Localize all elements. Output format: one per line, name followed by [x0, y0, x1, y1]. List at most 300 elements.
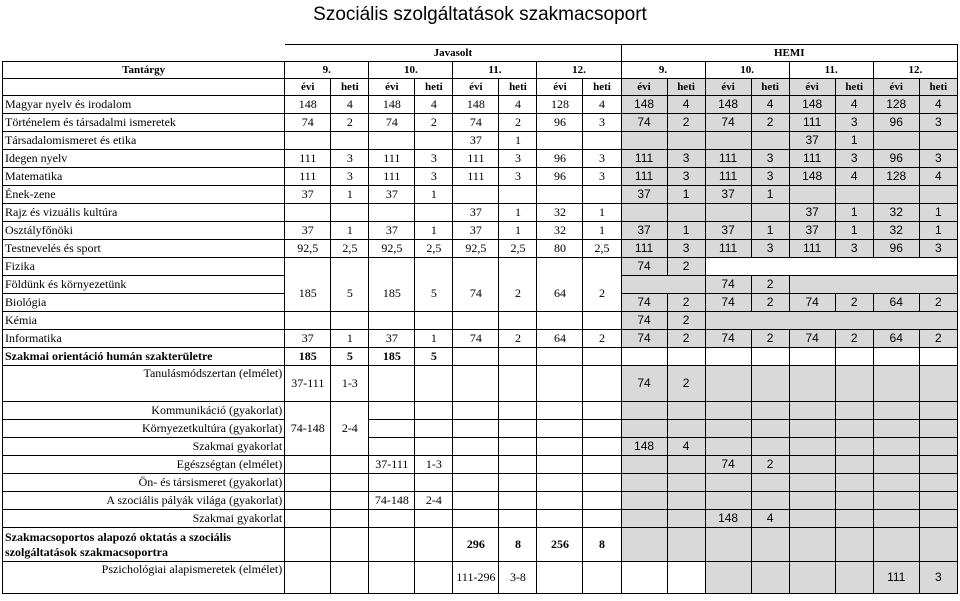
empty-cell	[499, 492, 537, 510]
hemi-evi-value: 74	[621, 312, 667, 330]
heti-value	[583, 132, 621, 150]
hemi-evi-value: 111	[705, 150, 751, 168]
header-grade: 10.	[705, 62, 789, 79]
hemi-evi-value: 32	[873, 222, 919, 240]
hemi-evi-value: 37	[621, 186, 667, 204]
evi-value: 185	[285, 348, 331, 366]
hemi-heti-value: 1	[835, 222, 873, 240]
header-evi: évi	[369, 79, 415, 96]
empty-cell	[789, 402, 835, 420]
hemi-evi-value: 37	[789, 132, 835, 150]
heti-value: 3	[331, 168, 369, 186]
empty-cell	[537, 456, 583, 474]
evi-value: 111	[453, 150, 499, 168]
hemi-evi-value	[621, 132, 667, 150]
heti-value: 1	[583, 204, 621, 222]
heti-value: 4	[415, 96, 453, 114]
empty-cell	[499, 348, 537, 366]
heti-value	[415, 474, 453, 492]
hemi-heti-value: 3	[919, 240, 957, 258]
hemi-heti-value: 3	[667, 150, 705, 168]
table-row	[3, 150, 958, 168]
evi-value	[369, 204, 415, 222]
hemi-heti-value: 2	[751, 276, 789, 294]
heti-value: 4	[331, 96, 369, 114]
empty-cell	[621, 456, 667, 474]
hemi-heti-value: 1	[835, 204, 873, 222]
hemi-evi-value: 96	[873, 150, 919, 168]
empty-cell	[537, 312, 583, 330]
empty-cell	[499, 402, 537, 420]
hemi-heti-value: 3	[667, 240, 705, 258]
hemi-heti-value	[751, 132, 789, 150]
empty-cell	[705, 562, 751, 594]
subject-label: Fizika	[3, 258, 285, 276]
evi-value: 148	[285, 96, 331, 114]
evi-value: 111	[285, 168, 331, 186]
hemi-evi-value: 111	[705, 168, 751, 186]
hemi-evi-value: 111	[789, 240, 835, 258]
subject-label: Szakmacsoportos alapozó oktatás a szociális szolgáltatások szakmacsoportra	[3, 528, 285, 562]
evi-value: 111	[453, 168, 499, 186]
hemi-heti-value: 2	[835, 330, 873, 348]
hemi-heti-value: 2	[667, 114, 705, 132]
header-heti: heti	[835, 79, 873, 96]
hemi-heti-value	[667, 204, 705, 222]
empty-cell	[919, 510, 957, 528]
empty-cell	[285, 456, 331, 474]
empty-cell	[415, 420, 453, 438]
hemi-heti-value: 1	[919, 222, 957, 240]
hemi-evi-value	[789, 186, 835, 204]
hemi-evi-value: 74	[705, 294, 751, 312]
hemi-heti-value	[751, 204, 789, 222]
empty-cell	[789, 438, 835, 456]
hemi-heti-value: 2	[919, 294, 957, 312]
empty-cell	[499, 366, 537, 402]
evi-value: 128	[537, 96, 583, 114]
empty-cell	[835, 492, 873, 510]
hemi-evi-value: 111	[705, 240, 751, 258]
hemi-heti-value: 3	[919, 114, 957, 132]
hemi-evi-value	[705, 204, 751, 222]
heti-value: 5	[415, 276, 453, 312]
evi-value: 64	[537, 276, 583, 312]
empty-cell	[621, 348, 667, 366]
hemi-heti-value	[919, 186, 957, 204]
empty-cell	[667, 510, 705, 528]
heti-value: 1	[499, 132, 537, 150]
empty-cell	[583, 420, 621, 438]
hemi-evi-value: 74	[705, 456, 751, 474]
empty-cell	[705, 438, 751, 456]
heti-value: 3	[415, 150, 453, 168]
empty-cell	[789, 366, 835, 402]
empty-cell	[919, 438, 957, 456]
empty-cell	[705, 492, 751, 510]
empty-cell	[705, 402, 751, 420]
empty-cell	[621, 276, 705, 294]
empty-cell	[453, 312, 499, 330]
heti-value: 2	[499, 276, 537, 312]
empty-cell	[453, 420, 499, 438]
table-row	[3, 96, 958, 114]
empty-cell	[873, 474, 919, 492]
table-row	[3, 258, 958, 276]
empty-cell	[369, 420, 415, 438]
empty-cell	[537, 438, 583, 456]
empty-cell	[369, 528, 415, 562]
evi-value: 74	[453, 276, 499, 312]
empty-cell	[751, 528, 789, 562]
evi-value	[537, 132, 583, 150]
empty-cell	[453, 366, 499, 402]
empty-cell	[537, 366, 583, 402]
empty-cell	[453, 402, 499, 420]
empty-cell	[415, 258, 453, 276]
empty-cell	[705, 528, 751, 562]
header-evi: évi	[705, 79, 751, 96]
table-row	[3, 348, 958, 366]
empty-cell	[453, 492, 499, 510]
empty-cell	[705, 420, 751, 438]
hemi-evi-value: 111	[789, 150, 835, 168]
hemi-heti-value: 3	[751, 168, 789, 186]
evi-value: 37	[453, 132, 499, 150]
empty-cell	[667, 402, 705, 420]
evi-value	[285, 132, 331, 150]
header-heti: heti	[331, 79, 369, 96]
header-tantargy: Tantárgy	[3, 62, 285, 79]
empty-cell	[835, 456, 873, 474]
empty-cell	[751, 402, 789, 420]
header-evi: évi	[537, 79, 583, 96]
hemi-heti-value: 2	[667, 258, 705, 276]
hemi-heti-value: 4	[751, 510, 789, 528]
evi-value: 185	[285, 276, 331, 312]
hemi-evi-value: 128	[873, 168, 919, 186]
heti-value: 1	[499, 222, 537, 240]
subject-label: Kémia	[3, 312, 285, 330]
empty-cell	[285, 312, 331, 330]
subject-label: Ének-zene	[3, 186, 285, 204]
evi-value: 92,5	[369, 240, 415, 258]
heti-value: 1	[331, 186, 369, 204]
empty-cell	[667, 492, 705, 510]
header-evi: évi	[285, 79, 331, 96]
hemi-evi-value	[873, 186, 919, 204]
heti-value: 2,5	[499, 240, 537, 258]
empty-cell	[873, 510, 919, 528]
empty-cell	[751, 348, 789, 366]
empty-cell	[621, 528, 667, 562]
empty-cell	[415, 438, 453, 456]
empty-cell	[789, 492, 835, 510]
empty-cell	[873, 402, 919, 420]
empty-cell	[583, 366, 621, 402]
empty-cell	[369, 438, 415, 456]
empty-cell	[789, 528, 835, 562]
subject-label: Osztályfőnöki	[3, 222, 285, 240]
heti-value: 2	[331, 114, 369, 132]
empty-cell	[667, 562, 705, 594]
hemi-heti-value: 4	[751, 96, 789, 114]
subject-label: Földünk és környezetünk	[3, 276, 285, 294]
hemi-heti-value: 2	[667, 294, 705, 312]
empty-cell	[415, 366, 453, 402]
subject-label: Egészségtan (elmélet)	[3, 456, 285, 474]
hemi-heti-value	[919, 132, 957, 150]
empty-cell	[331, 474, 369, 492]
table-row	[3, 510, 958, 528]
empty-cell	[285, 492, 331, 510]
empty-cell	[331, 562, 369, 594]
empty-cell	[415, 528, 453, 562]
evi-value: 64	[537, 330, 583, 348]
evi-value: 37	[369, 222, 415, 240]
empty-cell	[919, 420, 957, 438]
heti-value: 2	[583, 330, 621, 348]
empty-cell	[873, 492, 919, 510]
hemi-evi-value: 74	[705, 330, 751, 348]
empty-cell	[667, 456, 705, 474]
empty-cell	[835, 420, 873, 438]
empty-cell	[499, 456, 537, 474]
hemi-evi-value: 111	[873, 562, 919, 594]
table-row	[3, 456, 958, 474]
evi-value: 111	[285, 150, 331, 168]
subject-label: Szakmai gyakorlat	[3, 438, 285, 456]
hemi-evi-value: 37	[705, 222, 751, 240]
heti-value: 2	[583, 276, 621, 312]
hemi-evi-value: 148	[621, 96, 667, 114]
evi-value: 37	[285, 222, 331, 240]
header-heti: heti	[583, 79, 621, 96]
empty-cell	[789, 420, 835, 438]
hemi-evi-value: 74	[705, 276, 751, 294]
heti-value: 5	[415, 348, 453, 366]
empty-cell	[583, 562, 621, 594]
hemi-heti-value: 2	[919, 330, 957, 348]
heti-value: 2,5	[415, 240, 453, 258]
evi-value: 185	[369, 348, 415, 366]
header-evi: évi	[453, 79, 499, 96]
hemi-heti-value: 4	[835, 168, 873, 186]
hemi-heti-value: 3	[835, 240, 873, 258]
empty-cell	[537, 492, 583, 510]
evi-value: 256	[537, 528, 583, 562]
empty-cell	[537, 562, 583, 594]
table-row	[3, 474, 958, 492]
empty-cell	[835, 348, 873, 366]
hemi-evi-value: 37	[705, 186, 751, 204]
heti-value	[415, 132, 453, 150]
empty-cell	[583, 348, 621, 366]
empty-cell	[835, 474, 873, 492]
table-row	[3, 114, 958, 132]
table-row	[3, 528, 958, 562]
empty-cell	[873, 366, 919, 402]
hemi-evi-value: 74	[789, 294, 835, 312]
evi-value: 185	[369, 276, 415, 312]
empty-cell	[667, 474, 705, 492]
empty-cell	[751, 438, 789, 456]
empty-cell	[621, 510, 667, 528]
hemi-heti-value: 2	[751, 294, 789, 312]
empty-cell	[835, 562, 873, 594]
empty-cell	[285, 474, 331, 492]
hemi-heti-value: 2	[751, 330, 789, 348]
empty-cell	[583, 474, 621, 492]
heti-value: 3	[415, 168, 453, 186]
hemi-heti-value: 4	[919, 96, 957, 114]
subject-label: Történelem és társadalmi ismeretek	[3, 114, 285, 132]
table-row	[3, 240, 958, 258]
hemi-evi-value: 148	[705, 96, 751, 114]
table-row	[3, 492, 958, 510]
empty-cell	[285, 562, 331, 594]
subject-label: Környezetkultúra (gyakorlat)	[3, 420, 285, 438]
table-row	[3, 186, 958, 204]
evi-value: 37	[453, 222, 499, 240]
empty-cell	[583, 510, 621, 528]
empty-cell	[705, 258, 957, 276]
subject-label: A szociális pályák világa (gyakorlat)	[3, 492, 285, 510]
heti-value: 3	[583, 168, 621, 186]
empty-cell	[369, 258, 415, 276]
empty-cell	[537, 510, 583, 528]
subject-label: Tanulásmódszertan (elmélet)	[3, 366, 285, 402]
evi-value: 32	[537, 222, 583, 240]
evi-value: 96	[537, 150, 583, 168]
empty-cell	[331, 258, 369, 276]
evi-value	[453, 186, 499, 204]
empty-cell	[537, 402, 583, 420]
empty-cell	[285, 258, 331, 276]
empty-cell	[835, 438, 873, 456]
table-row	[3, 438, 958, 456]
hemi-evi-value: 128	[873, 96, 919, 114]
hemi-heti-value: 3	[835, 114, 873, 132]
hemi-heti-value: 3	[919, 562, 957, 594]
hemi-evi-value: 37	[621, 222, 667, 240]
heti-value: 3-8	[499, 562, 537, 594]
hemi-evi-value: 111	[621, 240, 667, 258]
header-heti: heti	[499, 79, 537, 96]
empty-cell	[751, 562, 789, 594]
evi-value: 37	[285, 330, 331, 348]
empty-cell	[667, 420, 705, 438]
empty-cell	[621, 562, 667, 594]
empty-cell	[705, 366, 751, 402]
hemi-heti-value: 1	[667, 186, 705, 204]
evi-value: 74	[285, 114, 331, 132]
heti-value: 3	[331, 150, 369, 168]
heti-value: 1	[499, 204, 537, 222]
empty-cell	[789, 456, 835, 474]
empty-cell	[667, 528, 705, 562]
hemi-evi-value: 111	[621, 168, 667, 186]
hemi-evi-value: 74	[621, 294, 667, 312]
hemi-heti-value	[835, 186, 873, 204]
hemi-heti-value: 1	[751, 186, 789, 204]
header-heti: heti	[667, 79, 705, 96]
empty-cell	[499, 510, 537, 528]
subject-label: Matematika	[3, 168, 285, 186]
header-evi: évi	[621, 79, 667, 96]
header-heti: heti	[751, 79, 789, 96]
empty-cell	[919, 402, 957, 420]
empty-cell	[705, 348, 751, 366]
empty-cell	[873, 438, 919, 456]
heti-value	[499, 186, 537, 204]
heti-value: 2,5	[583, 240, 621, 258]
empty-cell	[583, 402, 621, 420]
hemi-evi-value: 74	[705, 114, 751, 132]
empty-cell	[499, 312, 537, 330]
empty-cell	[453, 348, 499, 366]
empty-cell	[285, 528, 331, 562]
table-row	[3, 204, 958, 222]
header-hemi: HEMI	[621, 45, 957, 62]
empty-cell	[621, 420, 667, 438]
empty-cell	[621, 492, 667, 510]
subject-label: Idegen nyelv	[3, 150, 285, 168]
heti-value: 8	[583, 528, 621, 562]
empty-cell	[919, 348, 957, 366]
subject-label: Szakmai gyakorlat	[3, 510, 285, 528]
header-grade: 9.	[285, 62, 369, 79]
heti-value: 3	[499, 168, 537, 186]
empty-cell	[789, 474, 835, 492]
evi-value: 74	[453, 330, 499, 348]
evi-value: 74	[453, 114, 499, 132]
empty-cell	[751, 420, 789, 438]
empty-cell	[583, 492, 621, 510]
page-title: Szociális szolgáltatások szakmacsoport	[313, 4, 647, 25]
empty-cell	[751, 366, 789, 402]
hemi-heti-value: 3	[751, 240, 789, 258]
heti-value: 2	[499, 330, 537, 348]
heti-value: 3	[499, 150, 537, 168]
empty-cell	[705, 474, 751, 492]
empty-cell	[499, 438, 537, 456]
empty-cell	[499, 258, 537, 276]
evi-value	[285, 204, 331, 222]
empty-cell	[453, 258, 499, 276]
table-row	[3, 366, 958, 402]
empty-cell	[499, 474, 537, 492]
table-row	[3, 312, 958, 330]
heti-value: 2-4	[415, 492, 453, 510]
table-row	[3, 276, 958, 294]
empty-cell	[331, 492, 369, 510]
hemi-evi-value: 37	[789, 222, 835, 240]
hemi-evi-value: 64	[873, 330, 919, 348]
empty-cell	[415, 510, 453, 528]
hemi-evi-value: 74	[621, 114, 667, 132]
empty-cell	[789, 562, 835, 594]
hemi-evi-value: 111	[621, 150, 667, 168]
empty-cell	[415, 312, 453, 330]
evi-value: 32	[537, 204, 583, 222]
heti-value: 8	[499, 528, 537, 562]
table-row	[3, 168, 958, 186]
empty-cell	[499, 420, 537, 438]
hemi-evi-value: 148	[789, 96, 835, 114]
evi-value: 37-111	[285, 366, 331, 402]
empty-cell	[331, 528, 369, 562]
